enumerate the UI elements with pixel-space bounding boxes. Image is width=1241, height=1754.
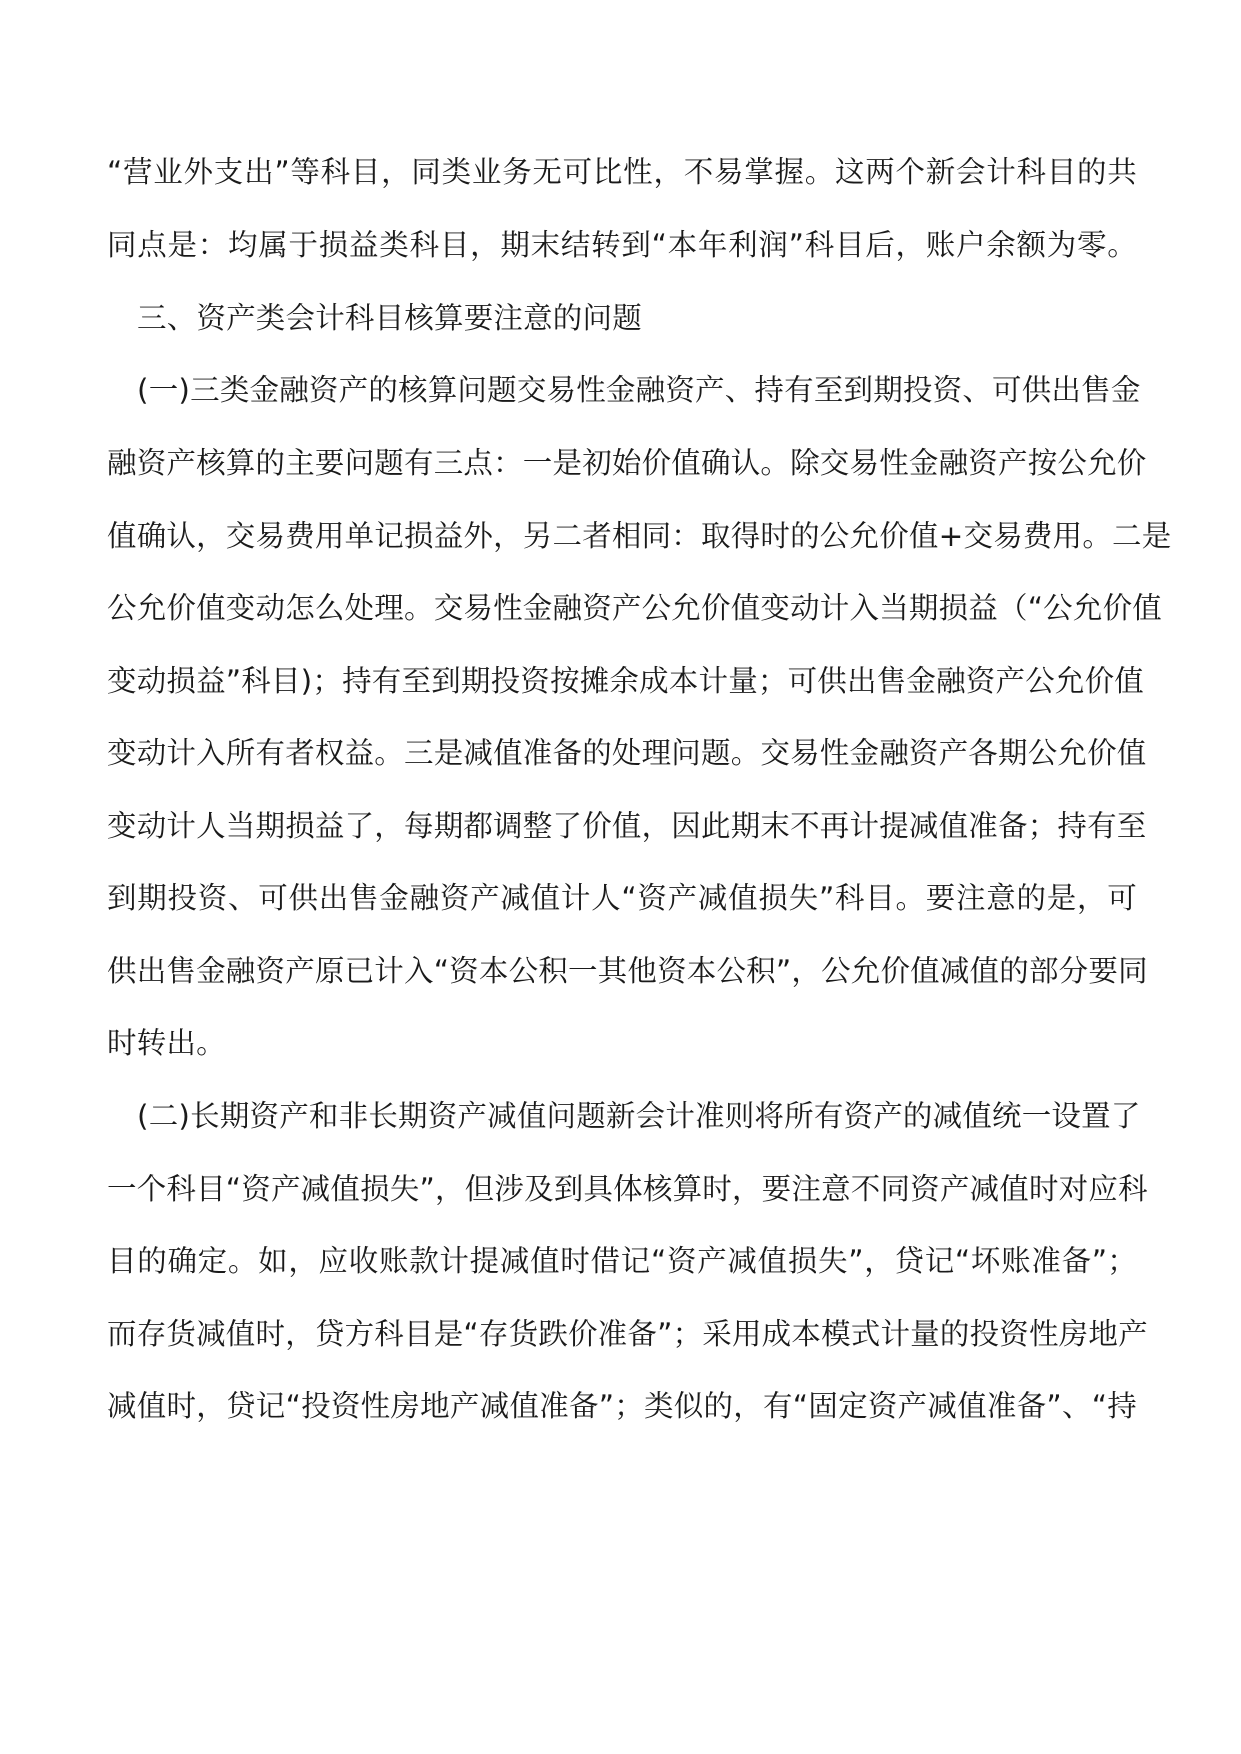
text-line: 而存货减值时，贷方科目是“存货跌价准备”；采用成本模式计量的投资性房地产 — [107, 1317, 1148, 1351]
text-line: 供出售金融资产原已计入“资本公积一其他资本公积”，公允价值减值的部分要同 — [107, 954, 1148, 988]
text-line: (二)长期资产和非长期资产减值问题新会计准则将所有资产的减值统一设置了 — [137, 1099, 1141, 1133]
text-line: 时转出。 — [107, 1026, 226, 1060]
text-line: 融资产核算的主要问题有三点：一是初始价值确认。除交易性金融资产按公允价 — [107, 446, 1147, 480]
text-line: (一)三类金融资产的核算问题交易性金融资产、持有至到期投资、可供出售金 — [137, 373, 1141, 407]
text-line: 变动损益”科目)；持有至到期投资按摊余成本计量；可供出售金融资产公允价值 — [107, 664, 1144, 698]
text-line: 到期投资、可供出售金融资产减值计人“资产减值损失”科目。要注意的是，可 — [107, 881, 1137, 915]
section-heading: 三、资产类会计科目核算要注意的问题 — [137, 301, 642, 335]
text-line: “营业外支出”等科目，同类业务无可比性，不易掌握。这两个新会计科目的共 — [107, 155, 1137, 189]
text-line: 公允价值变动怎么处理。交易性金融资产公允价值变动计入当期损益（“公允价值 — [107, 591, 1162, 625]
text-line: 变动计人当期损益了，每期都调整了价值，因此期末不再计提减值准备；持有至 — [107, 809, 1147, 843]
text-line: 减值时，贷记“投资性房地产减值准备”；类似的，有“固定资产减值准备”、“持 — [107, 1389, 1137, 1423]
text-line: 一个科目“资产减值损失”，但涉及到具体核算时，要注意不同资产减值时对应科 — [107, 1172, 1148, 1206]
text-line: 值确认，交易费用单记损益外，另二者相同：取得时的公允价值+交易费用。二是 — [107, 519, 1172, 553]
text-line: 同点是：均属于损益类科目，期末结转到“本年利润”科目后，账户余额为零。 — [107, 228, 1137, 262]
text-line: 目的确定。如，应收账款计提减值时借记“资产减值损失”，贷记“坏账准备”； — [107, 1244, 1137, 1278]
text-line: 变动计入所有者权益。三是减值准备的处理问题。交易性金融资产各期公允价值 — [107, 736, 1147, 770]
